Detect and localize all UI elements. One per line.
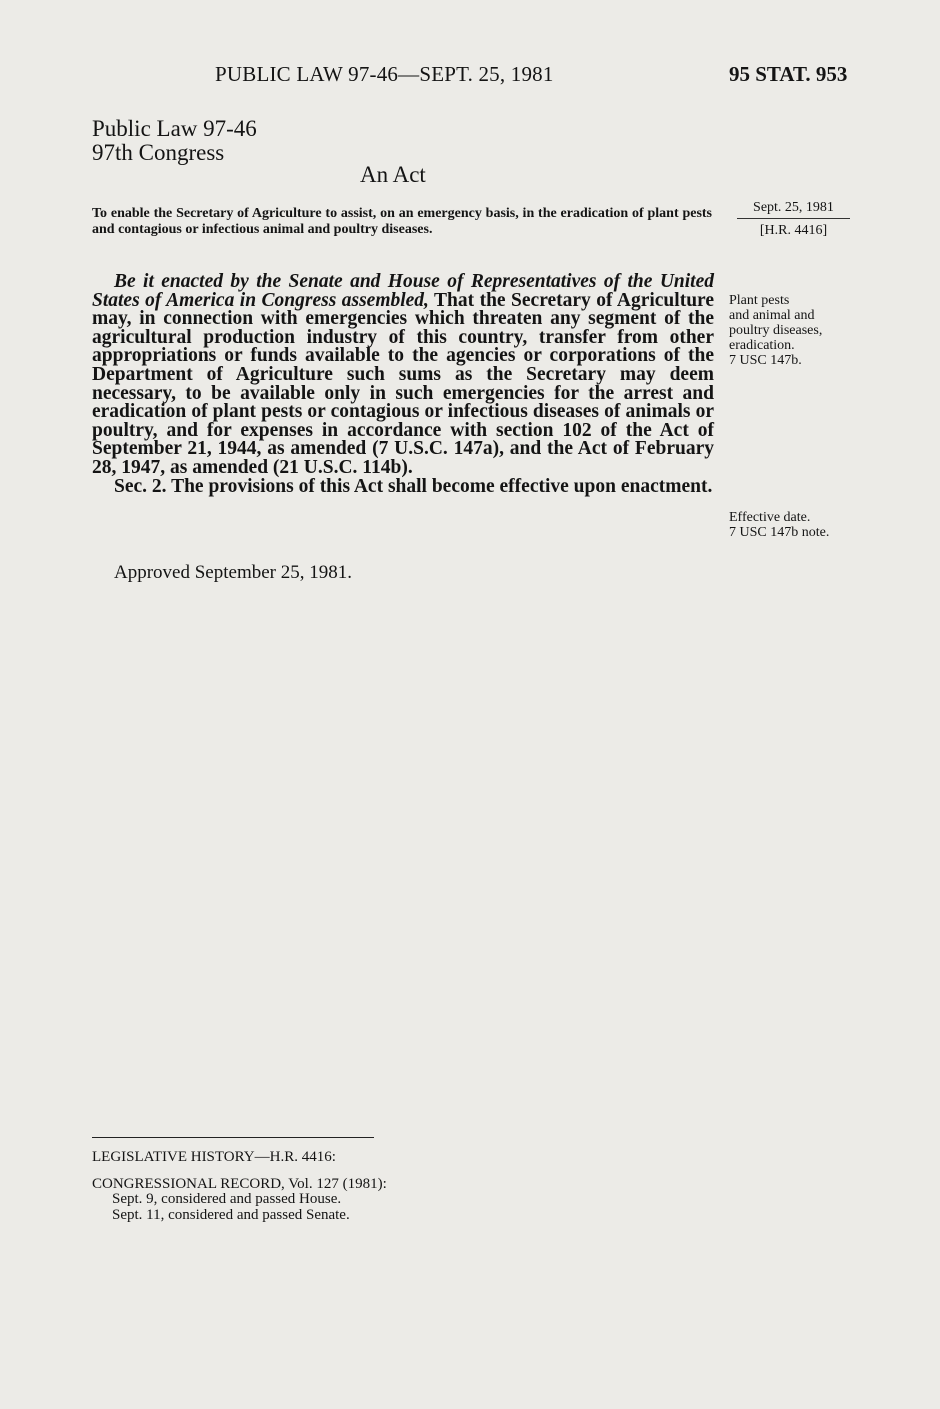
- congressional-record: CONGRESSIONAL RECORD, Vol. 127 (1981):: [92, 1176, 387, 1192]
- history-item: Sept. 11, considered and passed Senate.: [112, 1207, 350, 1223]
- footnote-divider: [92, 1137, 374, 1138]
- margin-note-line: and animal and: [729, 308, 815, 323]
- margin-note-plant-pests: [729, 293, 859, 368]
- margin-note-line: Plant pests: [729, 293, 790, 308]
- margin-note-line: 7 USC 147b.: [729, 353, 802, 368]
- statute-page-number: 95 STAT. 953: [729, 62, 848, 86]
- enacting-clause: Be it enacted by the Senate and House of Representatives of the United States of America in Congress assembled,: [92, 271, 714, 311]
- margin-note-line: eradication.: [729, 338, 795, 353]
- history-item: Sept. 9, considered and passed House.: [112, 1191, 342, 1207]
- approval-line: Approved September 25, 1981.: [114, 562, 352, 583]
- public-law-number: Public Law 97-46: [92, 116, 257, 141]
- date-block: [737, 200, 850, 239]
- section-2: [92, 475, 714, 497]
- section-1-text: That the Secretary of Agriculture may, in connection with emergencies which threaten any segment of the agricultural production industry of this country, transfer from other appropriations or funds available to the agencies or corporations of the Department of Agriculture such sums as the Secretary may deem necessary, to be available only in such emergencies for the arrest and eradication of plant pests or contagious or infectious diseases of animals or poultry, and for expenses in accordance with section 102 of the Act of September 21, 1944, as amended (7 U.S.C. 147a), and the Act of February 28, 1947, as amended (21 U.S.C. 114b).: [92, 289, 714, 478]
- act-heading: An Act: [360, 162, 426, 187]
- bill-number: [H.R. 4416]: [759, 223, 828, 238]
- margin-note-effective-date: [729, 510, 859, 540]
- margin-note-line: 7 USC 147b note.: [729, 525, 830, 540]
- section-2-label: Sec. 2.: [114, 475, 167, 497]
- enactment-date: Sept. 25, 1981: [737, 200, 850, 219]
- purpose-clause: To enable the Secretary of Agriculture to assist, on an emergency basis, in the eradication of plant pests and contagious or infectious animal and poultry diseases.: [92, 206, 712, 237]
- section-1: [92, 273, 714, 478]
- act-body: [92, 273, 714, 496]
- congress-number: 97th Congress: [92, 140, 225, 165]
- margin-note-line: poultry diseases,: [729, 323, 823, 338]
- section-2-text: The provisions of this Act shall become effective upon enactment.: [171, 475, 713, 497]
- margin-note-line: Effective date.: [729, 510, 811, 525]
- legislative-history-title: LEGISLATIVE HISTORY—H.R. 4416:: [92, 1149, 336, 1165]
- running-header-title: PUBLIC LAW 97-46—SEPT. 25, 1981: [215, 62, 554, 86]
